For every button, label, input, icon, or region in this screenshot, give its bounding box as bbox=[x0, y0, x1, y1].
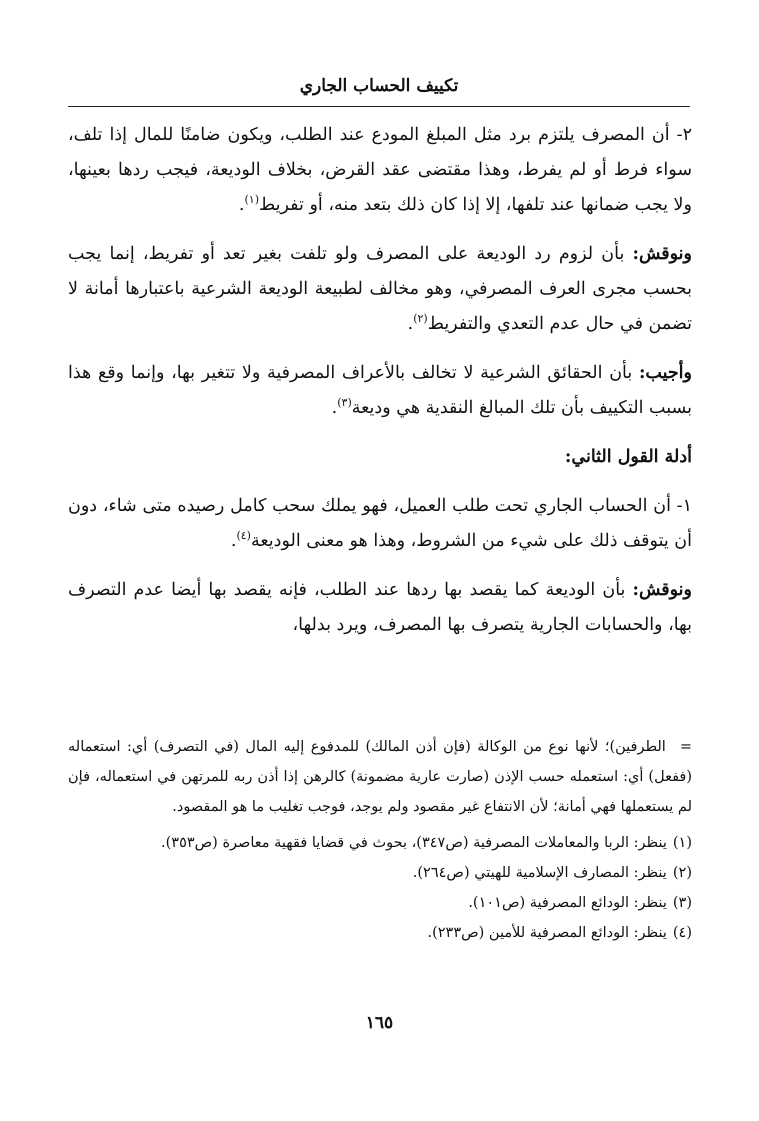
paragraph-4 bbox=[68, 489, 692, 559]
footnote-ref-4: (٤) bbox=[236, 529, 251, 543]
paragraph-5-lead: ونوقش: bbox=[632, 580, 692, 600]
paragraph-3-lead: وأجيب: bbox=[638, 363, 692, 383]
footnote-ref-1: (١) bbox=[244, 193, 260, 207]
footnote-number: (٣) bbox=[672, 895, 692, 911]
footnote-text: ينظر: الودائع المصرفية للأمين (ص٢٣٣). bbox=[427, 925, 667, 941]
paragraph-4-end: . bbox=[230, 531, 237, 551]
continuation-text: الطرفين)؛ لأنها نوع من الوكالة (فإن أذن المالك) للمدفوع إليه المال (في التصرف) أي: استعماله (ففعل) أي: استعمله حسب الإذن (صارت عارية مضمونة) كالرهن إذا أذن ربه للمرتهن في استعماله، فإن لم يستعملها فهي أمانة؛ لأن الانتفاع غير مقصود ولم يوجد، فوجب تغليب ما هو المقصود. bbox=[68, 739, 692, 815]
paragraph-5-text: بأن الوديعة كما يقصد بها ردها عند الطلب، فإنه يقصد بها أيضا عدم التصرف بها، والحسابات الجارية يتصرف بها المصرف، ويرد بدلها، bbox=[68, 580, 692, 635]
running-header-title: تكييف الحساب الجاري bbox=[299, 76, 459, 96]
footnote-item bbox=[68, 888, 692, 918]
footnote-text: ينظر: الربا والمعاملات المصرفية (ص٣٤٧)، بحوث في قضايا فقهية معاصرة (ص٣٥٣). bbox=[161, 835, 667, 851]
section-heading: أدلة القول الثاني: bbox=[564, 447, 692, 467]
header-divider bbox=[68, 106, 690, 107]
paragraph-3-end: . bbox=[331, 398, 338, 418]
main-text bbox=[68, 118, 692, 653]
page-number: ١٦٥ bbox=[365, 1013, 394, 1033]
paragraph-5 bbox=[68, 573, 692, 643]
paragraph-2-end: . bbox=[407, 314, 414, 334]
paragraph-2 bbox=[68, 237, 692, 342]
footnote-ref-3: (٣) bbox=[337, 396, 352, 410]
paragraph-4-text: ١- أن الحساب الجاري تحت طلب العميل، فهو يملك سحب كامل رصيده متى شاء، دون أن يتوقف ذلك على شيء من الشروط، وهذا هو معنى الوديعة bbox=[68, 496, 692, 551]
paragraph-2-text: بأن لزوم رد الوديعة على المصرف ولو تلفت بغير تعد أو تفريط، إنما يجب بحسب مجرى العرف المصرفي، وهو مخالف لطبيعة الوديعة الشرعية باعتبارها أمانة لا تضمن في حال عدم التعدي والتفريط bbox=[68, 244, 692, 334]
footnote-item bbox=[68, 828, 692, 858]
paragraph-3-text: بأن الحقائق الشرعية لا تخالف بالأعراف المصرفية ولا تتغير بها، وإنما وقع هذا بسبب التكييف بأن تلك المبالغ النقدية هي وديعة bbox=[68, 363, 692, 418]
paragraph-1 bbox=[68, 118, 692, 223]
paragraph-3 bbox=[68, 356, 692, 426]
footnote-item bbox=[68, 858, 692, 888]
paragraph-2-lead: ونوقش: bbox=[632, 244, 692, 264]
continuation-mark: = bbox=[679, 739, 692, 755]
footnote-continuation bbox=[68, 732, 692, 822]
footnote-number: (٢) bbox=[672, 865, 692, 881]
paragraph-1-text: ٢- أن المصرف يلتزم برد مثل المبلغ المودع عند الطلب، ويكون ضامنًا للمال إذا تلف، سواء فرط أو لم يفرط، وهذا مقتضى عقد القرض، بخلاف الوديعة، فيجب ردها بعينها، ولا يجب ضمانها عند تلفها، إلا إذا كان ذلك بتعد منه، أو تفريط bbox=[68, 125, 692, 215]
footnote-number: (١) bbox=[672, 835, 692, 851]
footnote-text: ينظر: الودائع المصرفية (ص١٠١). bbox=[468, 895, 667, 911]
footnote-number: (٤) bbox=[672, 925, 692, 941]
footnotes bbox=[68, 732, 692, 948]
footnote-item bbox=[68, 918, 692, 948]
footnote-ref-2: (٢) bbox=[413, 312, 428, 326]
footnote-text: ينظر: المصارف الإسلامية للهيتي (ص٢٦٤). bbox=[412, 865, 667, 881]
paragraph-1-end: . bbox=[238, 195, 245, 215]
